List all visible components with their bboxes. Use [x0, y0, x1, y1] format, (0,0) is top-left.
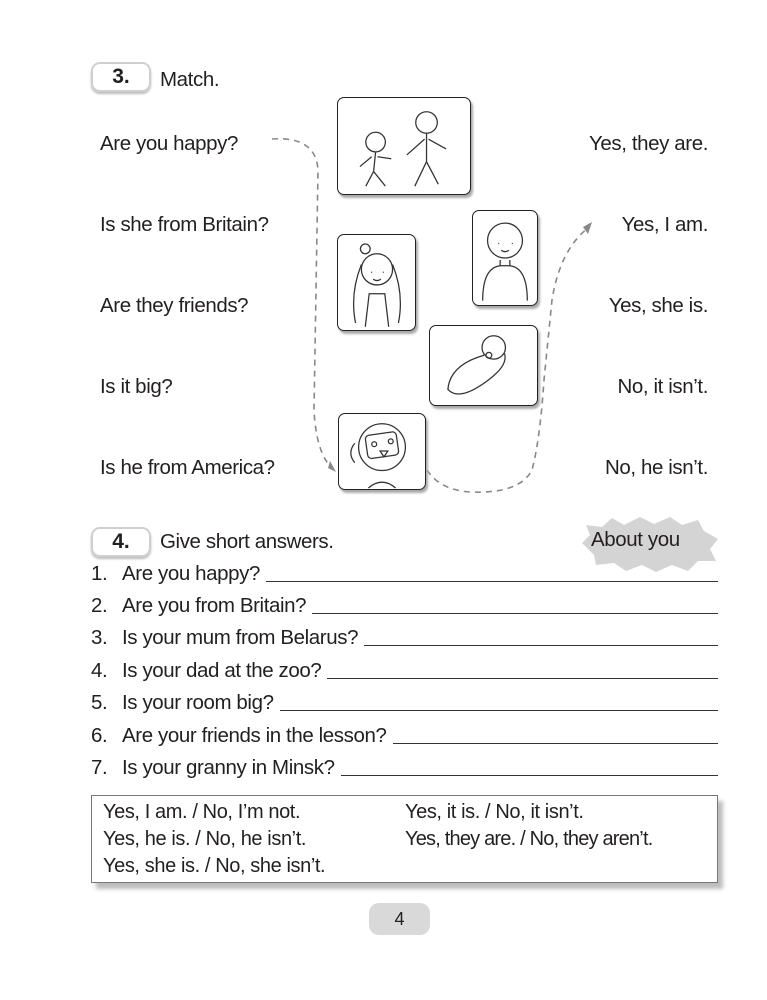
- page-number: 4: [369, 903, 430, 935]
- answer-row-5: [91, 691, 718, 715]
- answer-row-3: [91, 626, 718, 650]
- question-text: Is your room big?: [122, 691, 274, 714]
- answer-line-input[interactable]: [280, 710, 718, 711]
- answer-line-input[interactable]: [266, 581, 718, 582]
- match-answer-5: No, he isn’t.: [604, 456, 708, 479]
- question-number: 1.: [91, 562, 108, 585]
- answer-options-box: [91, 795, 718, 883]
- match-answer-2: Yes, I am.: [621, 213, 708, 236]
- match-answer-1: Yes, they are.: [588, 132, 708, 155]
- match-question-1: Are you happy?: [100, 132, 239, 155]
- answer-option: Yes, it is. / No, it isn’t.: [405, 801, 584, 823]
- answer-line-input[interactable]: [393, 743, 718, 744]
- answer-line-input[interactable]: [327, 678, 718, 679]
- match-question-5: Is he from America?: [100, 456, 275, 479]
- answer-row-1: [91, 562, 718, 586]
- match-answer-4: No, it isn’t.: [617, 375, 708, 398]
- answer-option: Yes, they are. / No, they aren’t.: [405, 828, 653, 850]
- answer-option: Yes, I am. / No, I’m not.: [103, 801, 301, 823]
- exercise-3-title: Match.: [160, 68, 220, 91]
- answer-row-4: [91, 659, 718, 683]
- exercise-4-title: Give short answers.: [160, 530, 334, 553]
- answer-line-input[interactable]: [312, 613, 718, 614]
- match-question-4: Is it big?: [100, 375, 173, 398]
- question-text: Are you happy?: [122, 562, 261, 585]
- question-number: 3.: [91, 626, 108, 649]
- about-you-label: About you: [591, 528, 680, 551]
- answer-row-2: [91, 594, 718, 618]
- question-text: Is your dad at the zoo?: [122, 659, 322, 682]
- exercise-3-number: 3.: [91, 62, 151, 92]
- match-question-2: Is she from Britain?: [100, 213, 269, 236]
- answer-option: Yes, he is. / No, he isn’t.: [103, 828, 307, 850]
- question-number: 4.: [91, 659, 108, 682]
- exercise-4-number: 4.: [91, 527, 151, 557]
- match-answer-3: Yes, she is.: [608, 294, 708, 317]
- answer-row-6: [91, 724, 718, 748]
- answer-line-input[interactable]: [341, 775, 718, 776]
- picture-boy: [472, 210, 538, 306]
- match-question-3: Are they friends?: [100, 294, 249, 317]
- question-number: 7.: [91, 756, 108, 779]
- answer-line-input[interactable]: [364, 645, 718, 646]
- question-text: Is your mum from Belarus?: [122, 626, 359, 649]
- question-number: 5.: [91, 691, 108, 714]
- question-number: 6.: [91, 724, 108, 747]
- question-text: Are you from Britain?: [122, 594, 307, 617]
- picture-robot: [338, 413, 426, 490]
- answer-option: Yes, she is. / No, she isn’t.: [103, 855, 326, 877]
- picture-girl: [337, 234, 416, 331]
- question-number: 2.: [91, 594, 108, 617]
- answer-row-7: [91, 756, 718, 780]
- question-text: Is your granny in Minsk?: [122, 756, 335, 779]
- picture-monkey-and-robot-friends: [337, 97, 471, 195]
- picture-baby: [429, 325, 538, 406]
- question-text: Are your friends in the lesson?: [122, 724, 387, 747]
